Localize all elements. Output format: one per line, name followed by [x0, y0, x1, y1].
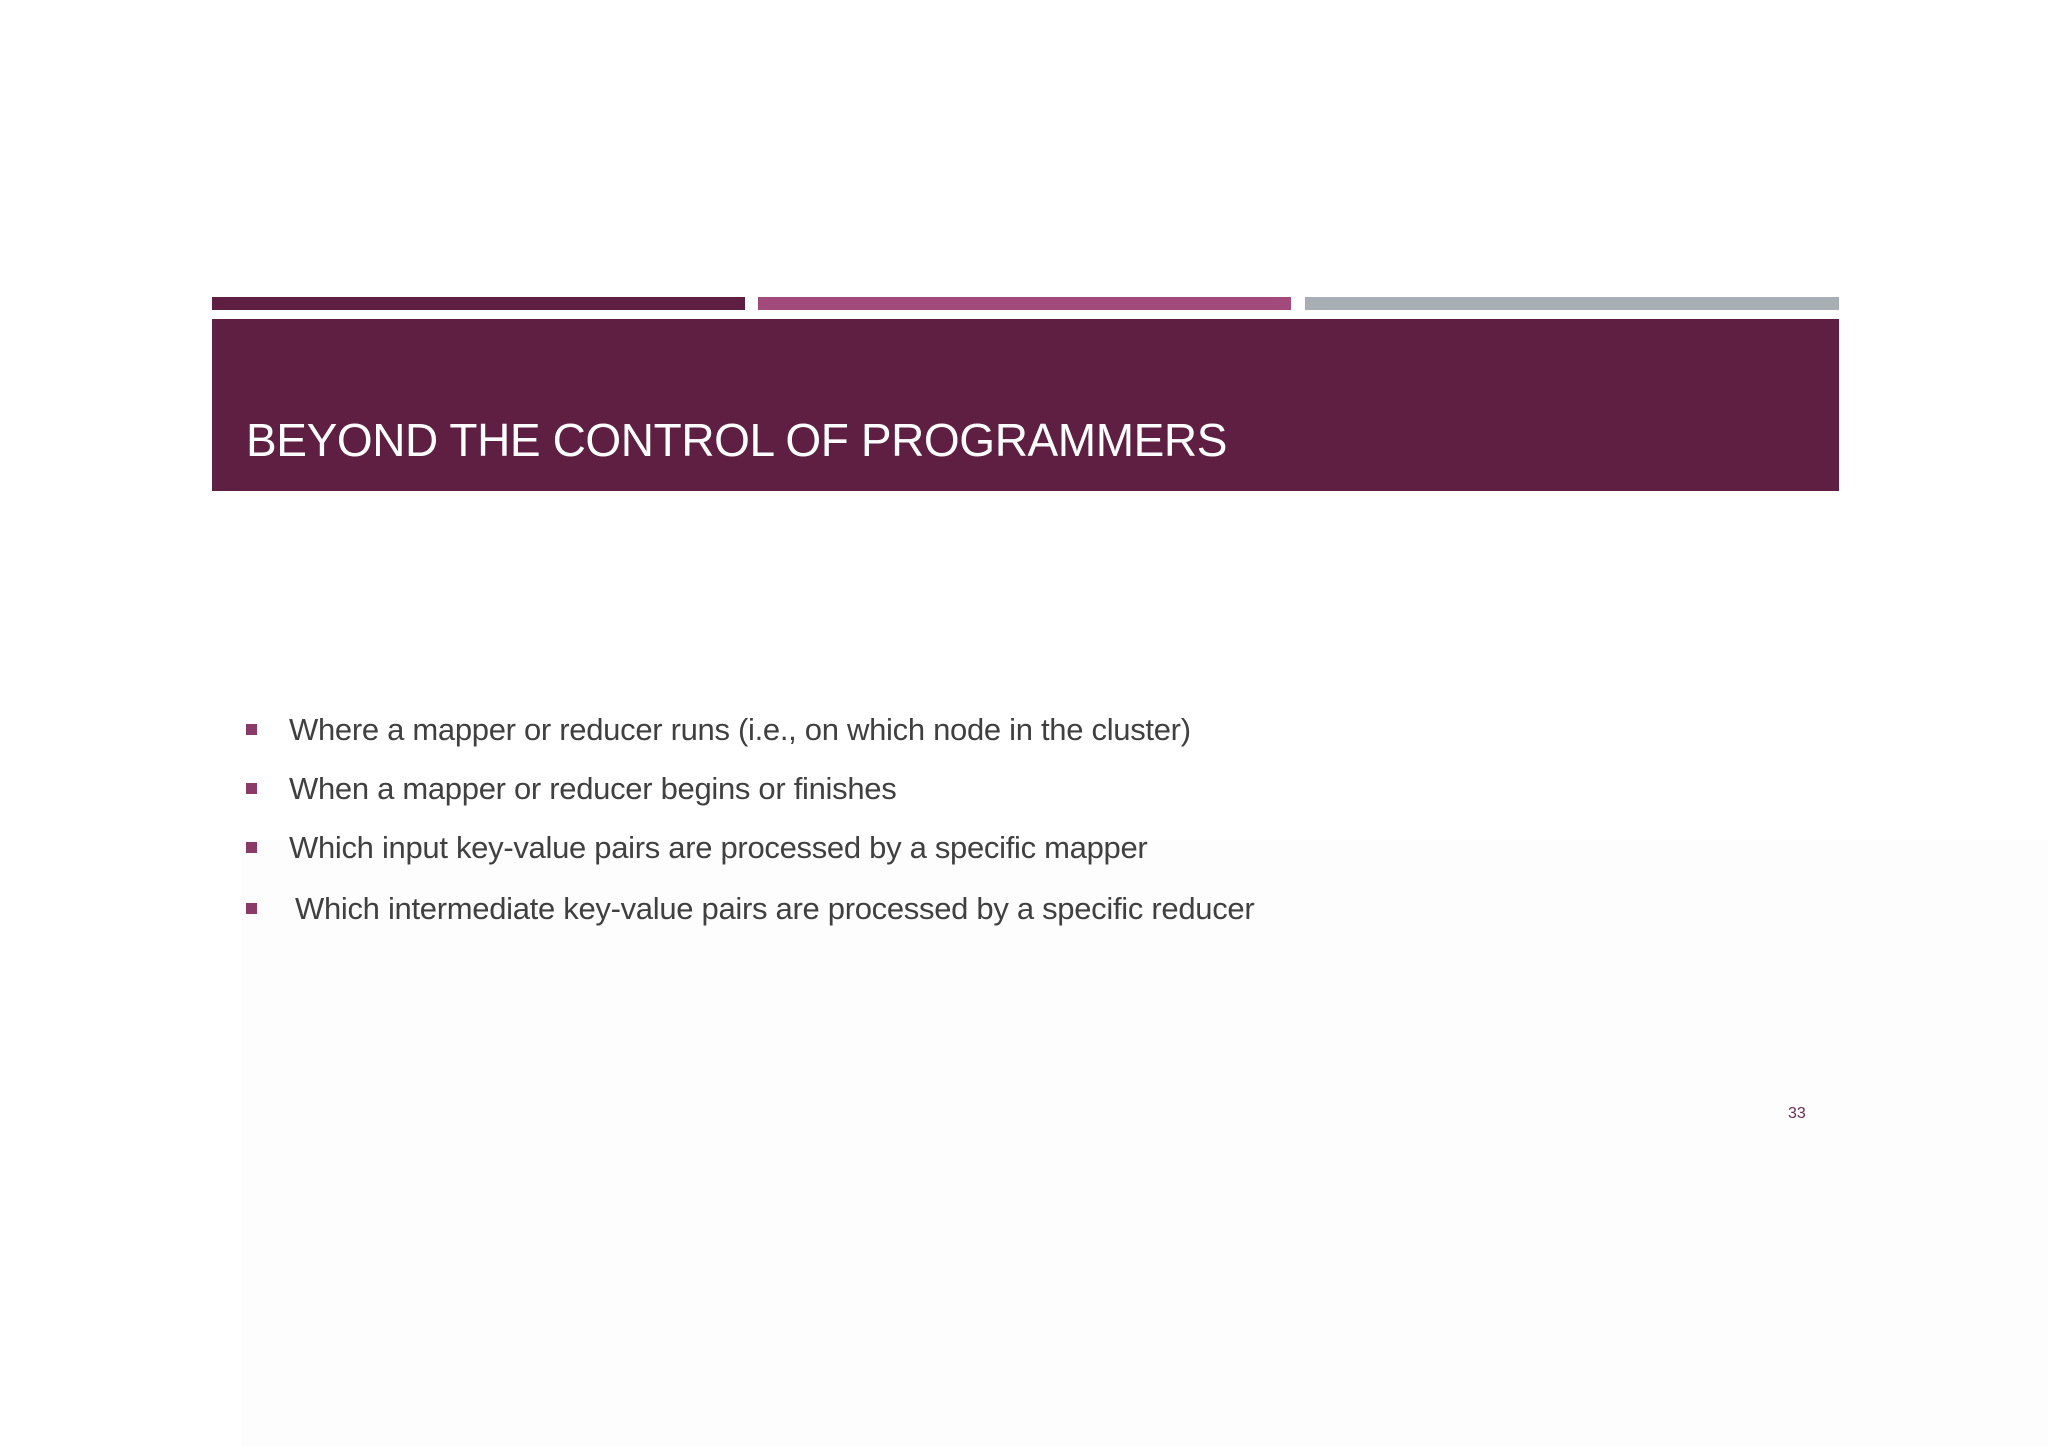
bullet-list: [246, 700, 1254, 938]
slide-title: BEYOND THE CONTROL OF PROGRAMMERS: [246, 414, 1228, 466]
list-item: [246, 759, 1254, 818]
square-bullet-icon: [246, 903, 257, 914]
title-band: [212, 319, 1839, 491]
bullet-text: Which intermediate key-value pairs are processed by a specific reducer: [295, 890, 1255, 926]
list-item: [246, 818, 1254, 877]
page-number: 33: [1788, 1105, 1806, 1122]
square-bullet-icon: [246, 842, 257, 853]
bullet-text: Which input key-value pairs are processed by a specific mapper: [289, 829, 1148, 865]
accent-bar-secondary: [758, 297, 1291, 310]
bullet-text: Where a mapper or reducer runs (i.e., on which node in the cluster): [289, 711, 1191, 747]
square-bullet-icon: [246, 783, 257, 794]
square-bullet-icon: [246, 724, 257, 735]
accent-bar-primary: [212, 297, 745, 310]
accent-bar-tertiary: [1305, 297, 1839, 310]
list-item: [246, 700, 1254, 759]
list-item: [246, 879, 1254, 938]
bullet-text: When a mapper or reducer begins or finishes: [289, 770, 897, 806]
